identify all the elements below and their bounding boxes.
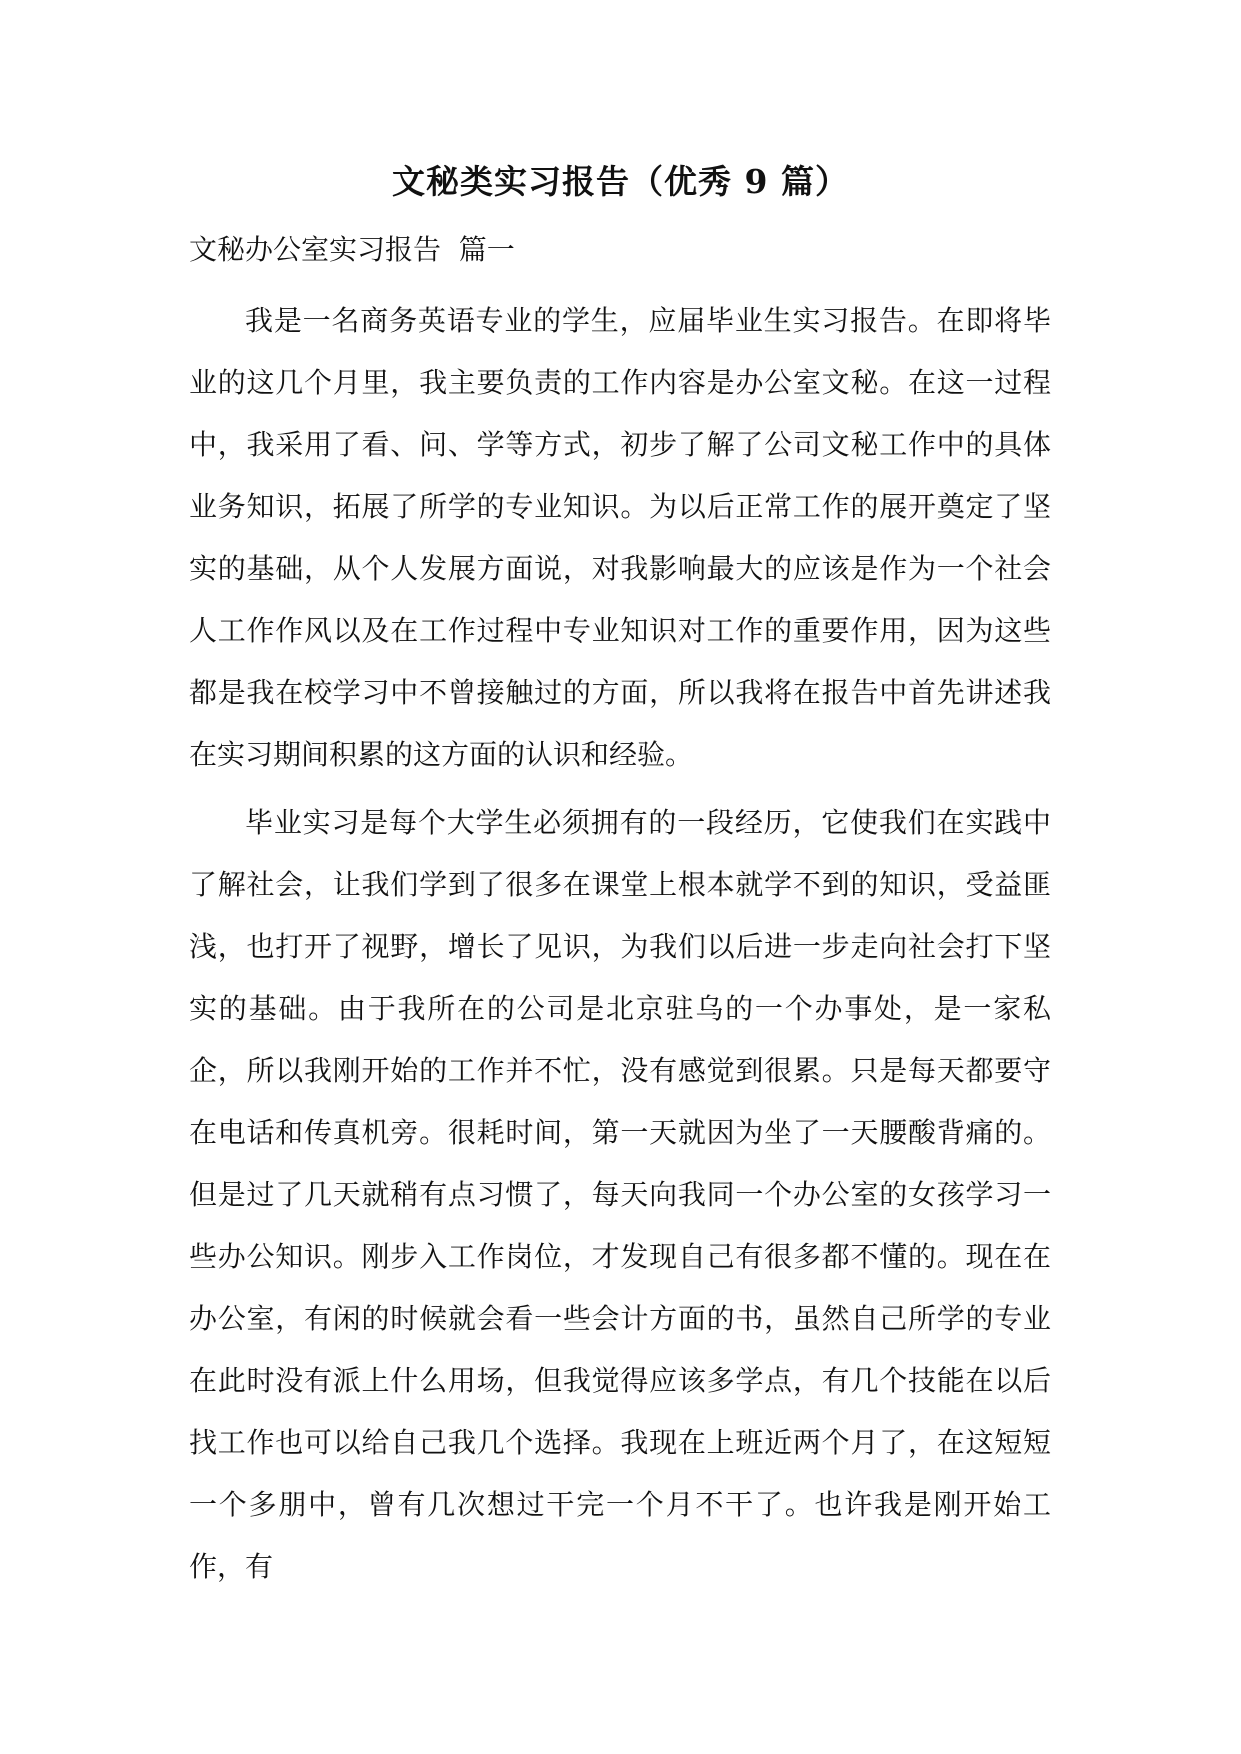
body-text [189,290,1051,1604]
section-heading: 文秘办公室实习报告 篇一 [189,233,515,266]
document-title: 文秘类实习报告（优秀 9 篇） [392,162,849,201]
paragraph: 我是一名商务英语专业的学生，应届毕业生实习报告。在即将毕业的这几个月里，我主要负责的工作内容是办公室文秘。在这一过程中，我采用了看、问、学等方式，初步了解了公司文秘工作中的具体业务知识，拓展了所学的专业知识。为以后正常工作的展开奠定了坚实的基础，从个人发展方面说，对我影响最大的应该是作为一个社会人工作作风以及在工作过程中专业知识对工作的重要作用，因为这些都是我在校学习中不曾接触过的方面，所以我将在报告中首先讲述我在实习期间积累的这方面的认识和经验。 [189,304,1051,771]
paragraph: 毕业实习是每个大学生必须拥有的一段经历，它使我们在实践中了解社会，让我们学到了很多在课堂上根本就学不到的知识，受益匪浅，也打开了视野，增长了见识，为我们以后进一步走向社会打下坚实的基础。由于我所在的公司是北京驻乌的一个办事处，是一家私企，所以我刚开始的工作并不忙，没有感觉到很累。只是每天都要守在电话和传真机旁。很耗时间，第一天就因为坐了一天腰酸背痛的。但是过了几天就稍有点习惯了，每天向我同一个办公室的女孩学习一些办公知识。刚步入工作岗位，才发现自己有很多都不懂的。现在在办公室，有闲的时候就会看一些会计方面的书，虽然自己所学的专业在此时没有派上什么用场，但我觉得应该多学点，有几个技能在以后找工作也可以给自己我几个选择。我现在上班近两个月了，在这短短一个多朋中，曾有几次想过干完一个月不干了。也许我是刚开始工作，有 [189,806,1051,1583]
